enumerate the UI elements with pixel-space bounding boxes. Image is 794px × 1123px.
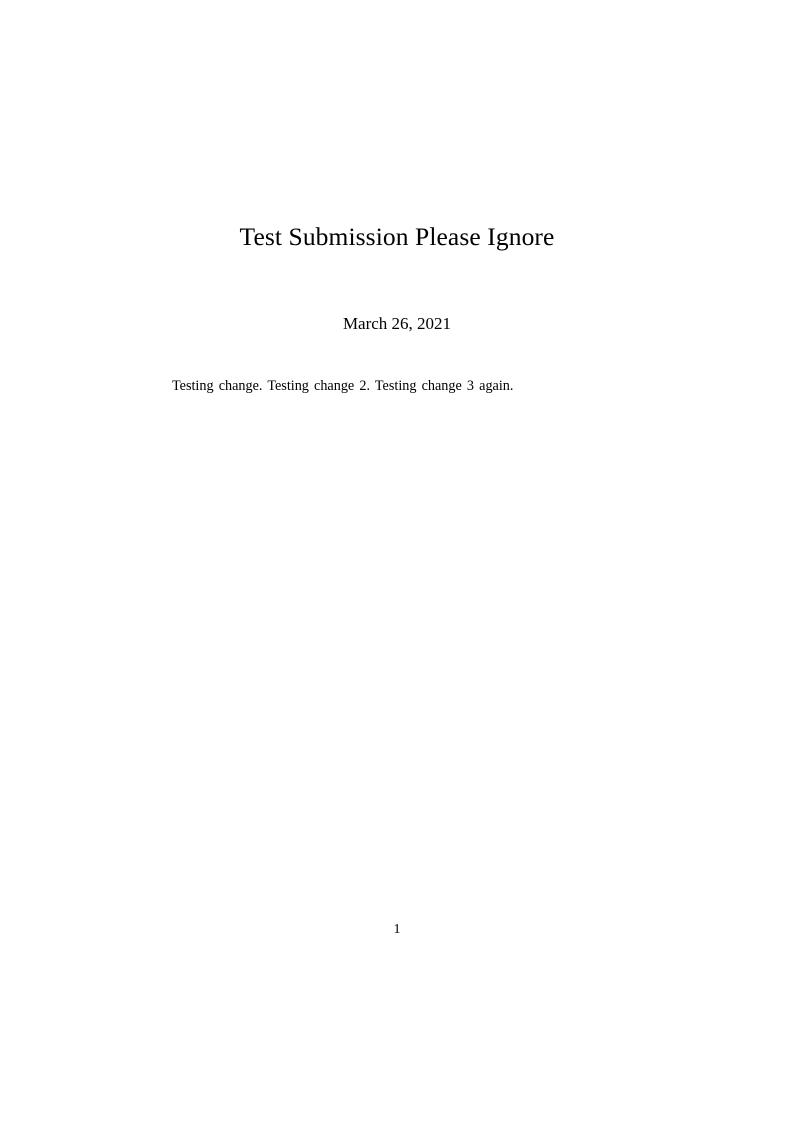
body-paragraph: Testing change. Testing change 2. Testing change 3 again.	[172, 378, 514, 394]
document-date: March 26, 2021	[342, 314, 452, 333]
page-number: 1	[393, 922, 401, 937]
page-title: Test Submission Please Ignore	[239, 222, 555, 251]
